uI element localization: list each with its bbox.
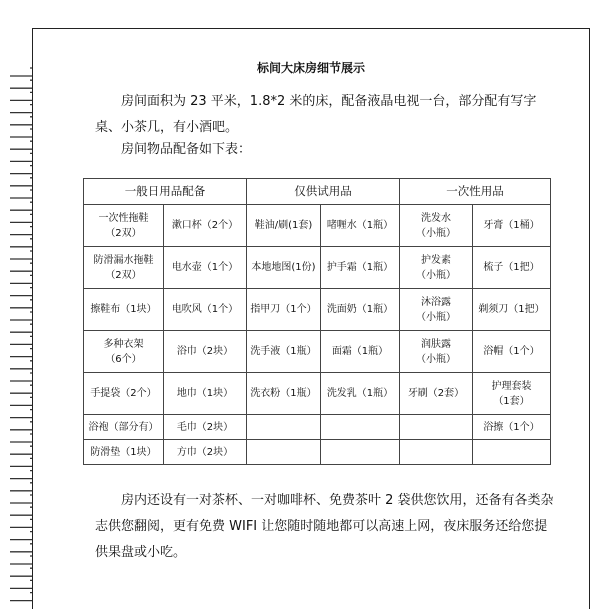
table-cell: 剃须刀（1把） (473, 289, 551, 331)
table-cell: 浴帽（1个） (473, 331, 551, 373)
table-row (84, 440, 551, 465)
closing-paragraph: 房内还设有一对茶杯、一对咖啡杯、免费茶叶 2 袋供您饮用，还备有各类杂志供您翻阅，更有免费 WIFI 让您随时随地都可以高速上网，夜床服务还给您提供果盘或小吃。 (95, 493, 554, 560)
page-title: 标间大床房细节展示 (256, 61, 365, 75)
table-cell: 洗发乳（1瓶） (321, 373, 400, 415)
table-cell: 地巾（1块） (164, 373, 247, 415)
table-cell: 梳子（1把） (473, 247, 551, 289)
table-cell: 护发素 （小瓶） (400, 247, 473, 289)
table-cell: 防滑垫（1块） (84, 440, 164, 465)
table-cell: 擦鞋布（1块） (84, 289, 164, 331)
table-cell: 手提袋（2个） (84, 373, 164, 415)
table-cell: 洗发水 （小瓶） (400, 205, 473, 247)
table-cell: 护理套装 （1套） (473, 373, 551, 415)
table-cell (400, 415, 473, 440)
table-cell: 电吹风（1个） (164, 289, 247, 331)
table-cell: 电水壶（1个） (164, 247, 247, 289)
table-cell: 洗手液（1瓶） (247, 331, 321, 373)
table-cell (321, 415, 400, 440)
table-cell (321, 440, 400, 465)
table-header-row (84, 179, 551, 205)
table-cell: 毛巾（2块） (164, 415, 247, 440)
table-cell: 一次性拖鞋 （2双） (84, 205, 164, 247)
table-cell: 洗面奶（1瓶） (321, 289, 400, 331)
table-row (84, 205, 551, 247)
room-intro-paragraph: 房间面积为 23 平米，1.8*2 米的床，配备液晶电视一台，部分配有写字桌、小茶几，有小酒吧。 (95, 94, 537, 135)
table-body (84, 205, 551, 465)
table-cell: 润肤露 （小瓶） (400, 331, 473, 373)
table-row (84, 331, 551, 373)
table-cell: 方巾（2块） (164, 440, 247, 465)
table-cell: 浴袍（部分有） (84, 415, 164, 440)
table-cell (473, 440, 551, 465)
amenities-table (83, 178, 551, 465)
table-row (84, 415, 551, 440)
table-cell (247, 440, 321, 465)
table-cell: 面霜（1瓶） (321, 331, 400, 373)
header-trial-items: 仅供试用品 (247, 179, 400, 205)
table-cell: 漱口杯（2个） (164, 205, 247, 247)
table-cell: 本地地图(1份) (247, 247, 321, 289)
table-cell: 指甲刀（1个） (247, 289, 321, 331)
document-page (32, 28, 590, 609)
table-cell (247, 415, 321, 440)
table-cell: 多种衣架 （6个） (84, 331, 164, 373)
table-cell: 牙刷（2套） (400, 373, 473, 415)
header-daily-items: 一般日用品配备 (84, 179, 247, 205)
table-cell: 护手霜（1瓶） (321, 247, 400, 289)
table-cell: 洗衣粉（1瓶） (247, 373, 321, 415)
table-cell: 牙膏（1桶） (473, 205, 551, 247)
list-intro-paragraph: 房间物品配备如下表： (121, 142, 252, 157)
table-cell: 防滑漏水拖鞋 （2双） (84, 247, 164, 289)
table-row (84, 373, 551, 415)
table-row (84, 247, 551, 289)
header-disposable-items: 一次性用品 (400, 179, 551, 205)
table-cell: 沐浴露 （小瓶） (400, 289, 473, 331)
table-cell: 鞋油/刷(1套) (247, 205, 321, 247)
table-cell (400, 440, 473, 465)
table-cell: 浴擦（1个） (473, 415, 551, 440)
table-row (84, 289, 551, 331)
table-cell: 浴巾（2块） (164, 331, 247, 373)
table-cell: 啫喱水（1瓶） (321, 205, 400, 247)
